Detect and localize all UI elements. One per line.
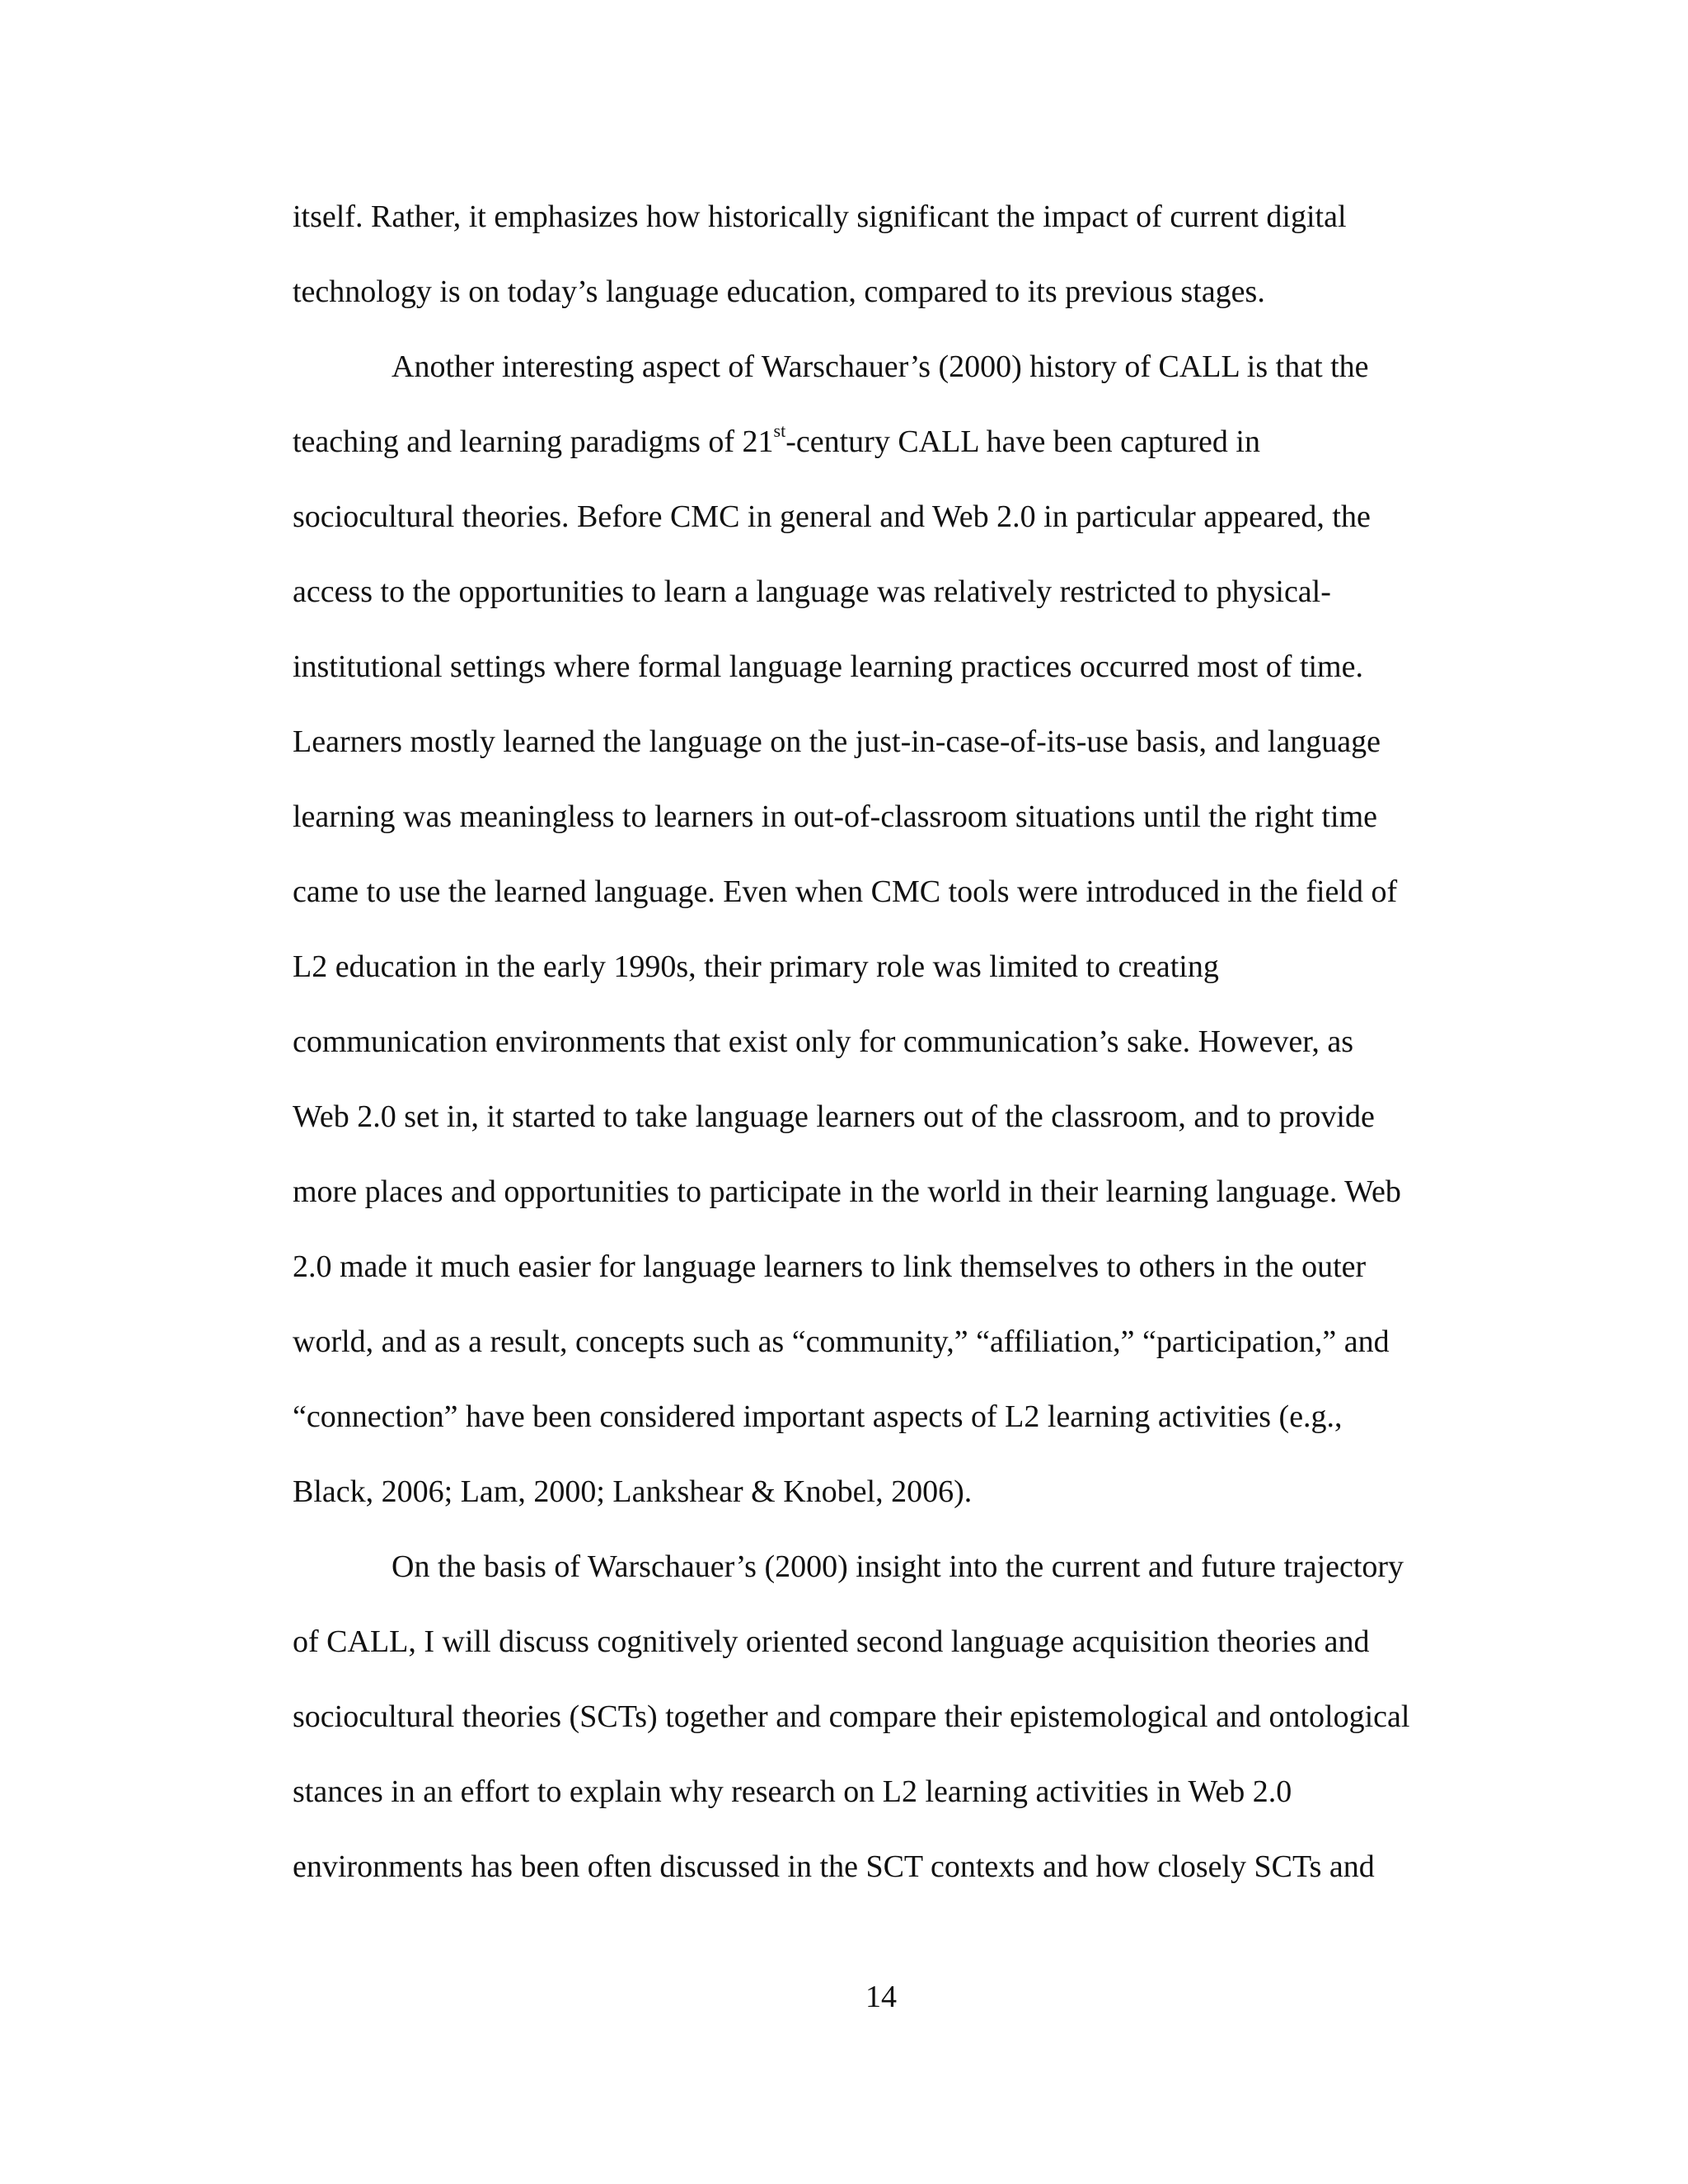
- text-line-5: sociocultural theories. Before CMC in general and Web 2.0 in particular appeared, the: [293, 499, 1371, 534]
- text-line-13: Web 2.0 set in, it started to take language learners out of the classroom, and to provide: [293, 1099, 1375, 1134]
- text-line-4-part-2: -century CALL have been captured in: [785, 424, 1260, 459]
- text-line-10: came to use the learned language. Even when CMC tools were introduced in the field of: [293, 874, 1398, 909]
- text-line-15: 2.0 made it much easier for language learners to link themselves to others in the outer: [293, 1249, 1367, 1284]
- text-line-9: learning was meaningless to learners in out-of-classroom situations until the right time: [293, 799, 1377, 834]
- text-line-21: sociocultural theories (SCTs) together and compare their epistemological and ontological: [293, 1699, 1410, 1734]
- text-line-7: institutional settings where formal language learning practices occurred most of time.: [293, 649, 1363, 684]
- ordinal-superscript: st: [773, 420, 786, 442]
- text-line-8: Learners mostly learned the language on the just-in-case-of-its-use basis, and language: [293, 724, 1381, 759]
- text-line-17: “connection” have been considered important aspects of L2 learning activities (e.g.,: [293, 1399, 1343, 1434]
- text-line-6: access to the opportunities to learn a language was relatively restricted to physical-: [293, 574, 1331, 609]
- text-line-22: stances in an effort to explain why research on L2 learning activities in Web 2.0: [293, 1774, 1292, 1809]
- page-number: 14: [865, 1980, 897, 2014]
- text-line-23: environments has been often discussed in the SCT contexts and how closely SCTs and: [293, 1849, 1375, 1884]
- text-line-20: of CALL, I will discuss cognitively oriented second language acquisition theories and: [293, 1624, 1370, 1659]
- text-line-3: Another interesting aspect of Warschauer’s (2000) history of CALL is that the: [392, 349, 1369, 384]
- text-line-14: more places and opportunities to participate in the world in their learning language. Web: [293, 1174, 1401, 1209]
- text-line-1: itself. Rather, it emphasizes how historically significant the impact of current digital: [293, 199, 1347, 234]
- text-line-11: L2 education in the early 1990s, their primary role was limited to creating: [293, 949, 1219, 984]
- text-line-16: world, and as a result, concepts such as “community,” “affiliation,” “participation,” and: [293, 1324, 1390, 1359]
- text-line-18: Black, 2006; Lam, 2000; Lankshear & Knobel, 2006).: [293, 1474, 973, 1509]
- text-line-12: communication environments that exist only for communication’s sake. However, as: [293, 1024, 1354, 1059]
- text-line-4: [293, 420, 1260, 461]
- text-line-4-part-1: teaching and learning paradigms of 21: [293, 424, 774, 459]
- text-line-19: On the basis of Warschauer’s (2000) insight into the current and future trajectory: [392, 1549, 1404, 1584]
- text-line-2: technology is on today’s language education, compared to its previous stages.: [293, 274, 1265, 309]
